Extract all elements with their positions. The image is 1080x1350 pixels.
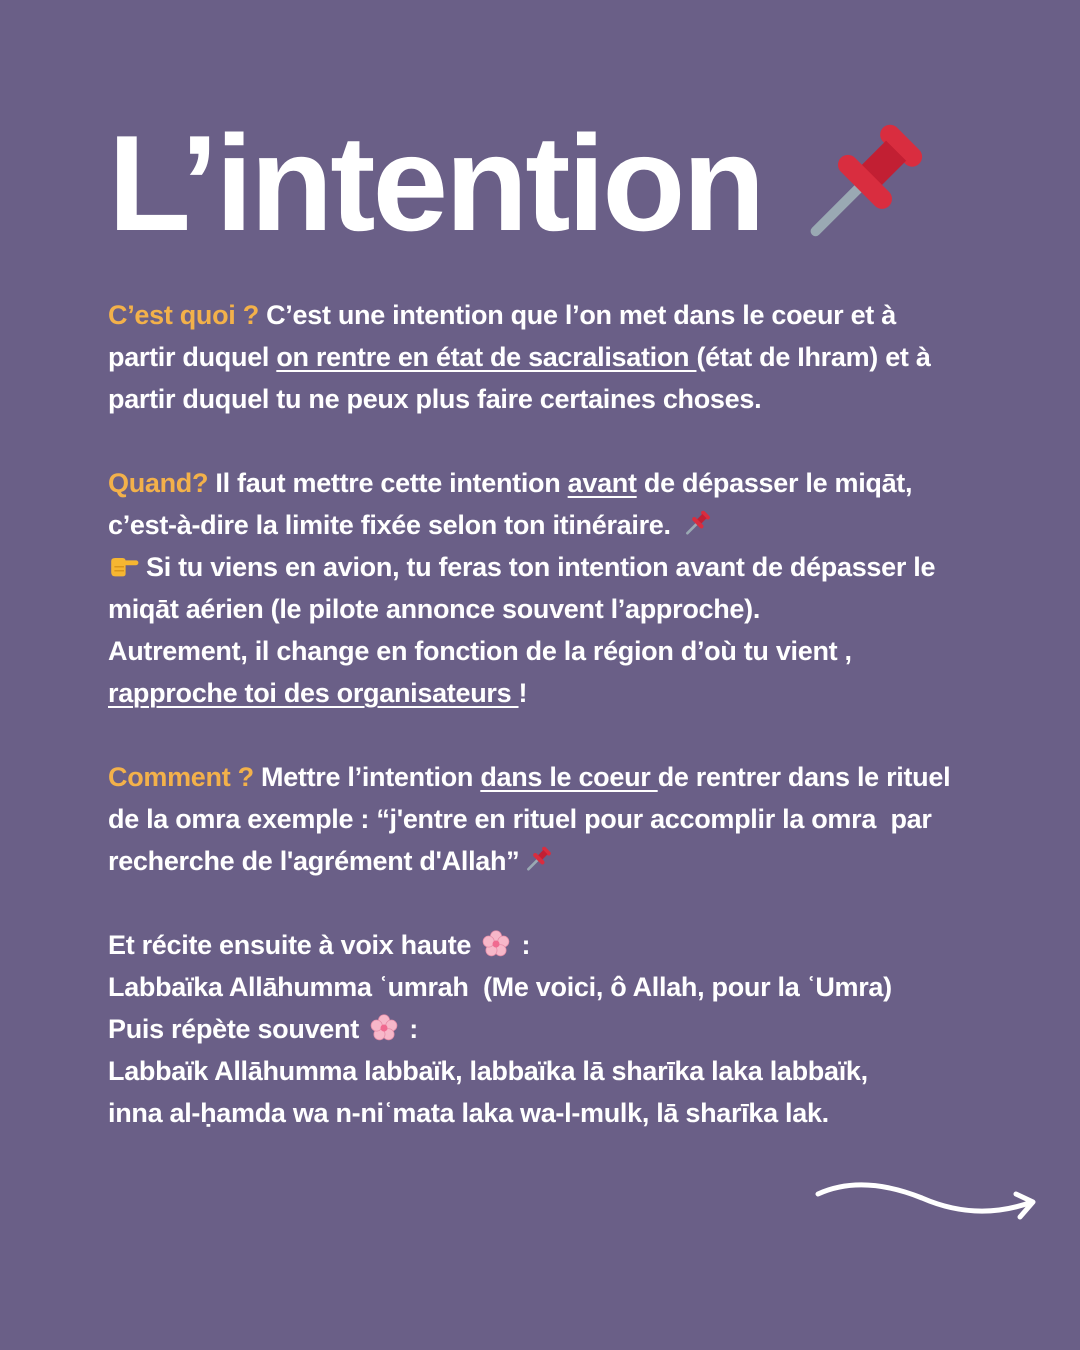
- page-title: L’intention: [108, 107, 763, 259]
- keyword-how: Comment ?: [108, 762, 254, 792]
- text: de la omra exemple : “j'entre en rituel pour accomplir la omra par: [108, 804, 932, 834]
- pushpin-icon: [682, 508, 712, 538]
- text: !: [518, 678, 528, 708]
- text: Puis répète souvent: [108, 1014, 359, 1044]
- text: Si tu viens en avion, tu feras ton intention avant de dépasser le: [146, 552, 936, 582]
- underlined-text: on rentre en état de sacralisation: [276, 342, 697, 372]
- keyword-when: Quand?: [108, 468, 209, 498]
- text: de rentrer dans le rituel: [657, 762, 951, 792]
- text: c’est-à-dire la limite fixée selon ton itinéraire.: [108, 510, 671, 540]
- text: Labbaïka Allāhumma ʿumrah (Me voici, ô Allah, pour la ʿUmra): [108, 972, 892, 1002]
- underlined-text: rapproche toi des organisateurs: [108, 678, 519, 708]
- underlined-text: avant: [567, 468, 637, 498]
- text: (état de Ihram) et à: [696, 342, 931, 372]
- text: Autrement, il change en fonction de la région d’où tu vient ,: [108, 636, 852, 666]
- text: Labbaïk Allāhumma labbaïk, labbaïka lā sharīka laka labbaïk,: [108, 1056, 868, 1086]
- text: de dépasser le miqāt,: [636, 468, 913, 498]
- header: [108, 108, 932, 258]
- text: Il faut mettre cette intention: [215, 468, 568, 498]
- keyword-what: C’est quoi ?: [108, 300, 259, 330]
- section-what: [108, 294, 1008, 420]
- text: Mettre l’intention: [261, 762, 481, 792]
- text: partir duquel: [108, 342, 277, 372]
- text: :: [521, 930, 531, 960]
- text: inna al-ḥamda wa n-niʿmata laka wa-l-mulk, lā sharīka lak.: [108, 1098, 829, 1128]
- section-when: [108, 462, 1008, 714]
- text: partir duquel tu ne peux plus faire certaines choses.: [108, 384, 762, 414]
- pointing-hand-icon: [108, 553, 140, 579]
- text: Et récite ensuite à voix haute: [108, 930, 472, 960]
- text: recherche de l'agrément d'Allah”: [108, 846, 520, 876]
- pushpin-icon: [523, 844, 553, 874]
- text: miqāt aérien (le pilote annonce souvent l’approche).: [108, 594, 761, 624]
- content: [108, 294, 1008, 1134]
- pushpin-icon: [790, 112, 932, 254]
- underlined-text: dans le coeur: [480, 762, 658, 792]
- cherry-blossom-icon: [482, 930, 510, 958]
- section-recite: [108, 924, 1008, 1134]
- curved-arrow-icon[interactable]: [812, 1172, 1042, 1232]
- section-how: [108, 756, 1008, 882]
- text: :: [409, 1014, 418, 1044]
- cherry-blossom-icon: [370, 1014, 398, 1042]
- text: C’est une intention que l’on met dans le coeur et à: [266, 300, 896, 330]
